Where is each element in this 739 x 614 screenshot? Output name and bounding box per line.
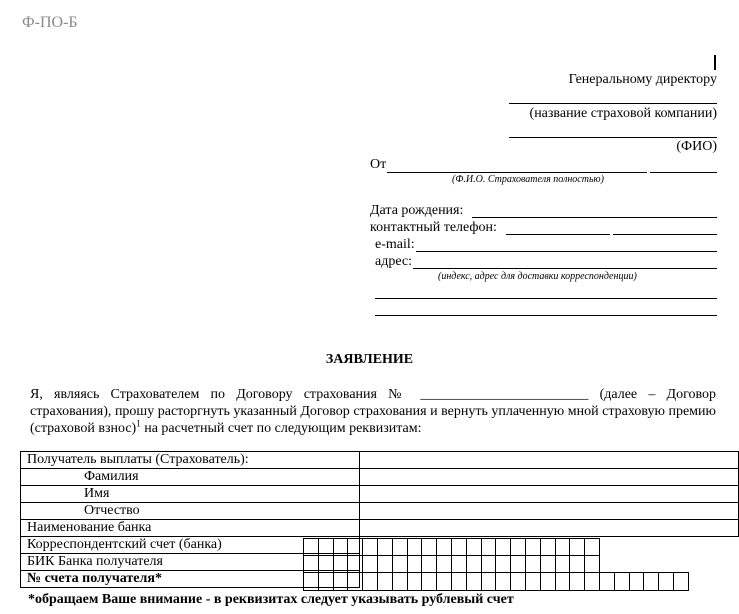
row-label-account: № счета получателя*	[21, 571, 360, 588]
digit-cell[interactable]	[334, 573, 349, 590]
table-row	[21, 452, 739, 469]
phone-line-2[interactable]	[613, 234, 717, 235]
digit-cell[interactable]	[393, 539, 408, 556]
digit-cell[interactable]	[556, 556, 571, 573]
digit-cell[interactable]	[482, 539, 497, 556]
digit-cell[interactable]	[482, 556, 497, 573]
digit-cell[interactable]	[319, 573, 334, 590]
digit-cell[interactable]	[363, 556, 378, 573]
row-label-recipient: Получатель выплаты (Страхователь):	[21, 452, 360, 469]
birth-line[interactable]	[472, 217, 717, 218]
form-code: Ф-ПО-Б	[22, 14, 78, 31]
digit-cell[interactable]	[437, 573, 452, 590]
digit-cell[interactable]	[422, 556, 437, 573]
digit-cell[interactable]	[437, 556, 452, 573]
address-label: адрес:	[375, 254, 413, 269]
digit-cell[interactable]	[348, 539, 363, 556]
addressee-label: Генеральному директору	[568, 72, 717, 87]
digit-cell[interactable]	[304, 573, 319, 590]
digit-cell[interactable]	[526, 556, 541, 573]
digit-cell[interactable]	[570, 573, 585, 590]
row-value-patronymic[interactable]	[359, 503, 738, 520]
digit-cell[interactable]	[496, 573, 511, 590]
birth-label: Дата рождения:	[370, 203, 464, 218]
row-label-corr-account: Корреспондентский счет (банка)	[21, 537, 360, 554]
digit-cell[interactable]	[452, 573, 467, 590]
digit-cell[interactable]	[348, 556, 363, 573]
digit-cell[interactable]	[585, 556, 600, 573]
digit-cell[interactable]	[363, 573, 378, 590]
digit-cell[interactable]	[348, 573, 363, 590]
account-cells[interactable]	[303, 572, 689, 591]
digit-cell[interactable]	[467, 539, 482, 556]
row-label-name: Имя	[21, 486, 360, 503]
body-part1: Я, являясь Страхователем по Договору страхования № ________________________ (далее – Договор страхования), прошу расторгнуть указанный Договор страхования и вернуть уплаченную мной страховую премию (страховой взнос)	[30, 387, 716, 436]
document-title: ЗАЯВЛЕНИЕ	[325, 352, 414, 367]
phone-line[interactable]	[506, 234, 610, 235]
body-part2: на расчетный счет по следующим реквизитам:	[140, 421, 422, 436]
digit-cell[interactable]	[452, 556, 467, 573]
company-line	[509, 103, 717, 104]
digit-cell[interactable]	[422, 539, 437, 556]
digit-cell[interactable]	[541, 539, 556, 556]
from-hint: (Ф.И.О. Страхователя полностью)	[452, 174, 604, 185]
digit-cell[interactable]	[556, 539, 571, 556]
digit-cell[interactable]	[585, 539, 600, 556]
digit-cell[interactable]	[467, 556, 482, 573]
digit-cell[interactable]	[674, 573, 689, 590]
digit-cell[interactable]	[393, 556, 408, 573]
digit-cell[interactable]	[319, 556, 334, 573]
text-cursor	[714, 55, 716, 70]
digit-cell[interactable]	[541, 556, 556, 573]
rouble-account-note: *обращаем Ваше внимание - в реквизитах следует указывать рублевый счет	[28, 592, 514, 607]
digit-cell[interactable]	[437, 539, 452, 556]
digit-cell[interactable]	[378, 539, 393, 556]
table-row	[21, 520, 739, 537]
digit-cell[interactable]	[659, 573, 674, 590]
digit-cell[interactable]	[422, 573, 437, 590]
row-value-bank[interactable]	[359, 520, 738, 537]
digit-cell[interactable]	[408, 573, 423, 590]
address-line-3[interactable]	[375, 315, 717, 316]
digit-cell[interactable]	[482, 573, 497, 590]
from-line[interactable]	[387, 172, 647, 173]
digit-cell[interactable]	[570, 539, 585, 556]
address-line[interactable]	[413, 268, 717, 269]
phone-label: контактный телефон:	[370, 220, 497, 235]
digit-cell[interactable]	[467, 573, 482, 590]
corr-account-cells[interactable]	[303, 538, 600, 556]
row-label-bik: БИК Банка получателя	[21, 554, 360, 571]
digit-cell[interactable]	[452, 539, 467, 556]
bik-cells[interactable]	[303, 555, 600, 573]
row-value-surname[interactable]	[359, 469, 738, 486]
digit-cell[interactable]	[526, 573, 541, 590]
digit-cell[interactable]	[644, 573, 659, 590]
digit-cell[interactable]	[378, 573, 393, 590]
digit-cell[interactable]	[570, 556, 585, 573]
row-label-bank: Наименование банка	[21, 520, 360, 537]
digit-cell[interactable]	[541, 573, 556, 590]
digit-cell[interactable]	[334, 556, 349, 573]
digit-cell[interactable]	[408, 556, 423, 573]
digit-cell[interactable]	[334, 539, 349, 556]
row-value-name[interactable]	[359, 486, 738, 503]
digit-cell[interactable]	[511, 573, 526, 590]
email-line[interactable]	[416, 251, 717, 252]
digit-cell[interactable]	[393, 573, 408, 590]
digit-cell[interactable]	[556, 573, 571, 590]
address-line-2[interactable]	[375, 298, 717, 299]
digit-cell[interactable]	[304, 539, 319, 556]
digit-cell[interactable]	[511, 556, 526, 573]
digit-cell[interactable]	[496, 556, 511, 573]
from-line-2[interactable]	[650, 172, 717, 173]
fio-hint: (ФИО)	[676, 139, 717, 154]
email-label: e-mail:	[375, 237, 415, 252]
digit-cell[interactable]	[408, 539, 423, 556]
table-row	[21, 469, 739, 486]
digit-cell[interactable]	[585, 573, 600, 590]
row-label-patronymic: Отчество	[21, 503, 360, 520]
footnote-mark: 1	[136, 418, 141, 429]
address-hint: (индекс, адрес для доставки корреспонденции)	[438, 271, 637, 282]
from-label: От	[370, 157, 387, 172]
digit-cell[interactable]	[304, 556, 319, 573]
digit-cell[interactable]	[363, 539, 378, 556]
digit-cell[interactable]	[511, 539, 526, 556]
fio-line	[509, 137, 717, 138]
digit-cell[interactable]	[630, 573, 645, 590]
row-label-surname: Фамилия	[21, 469, 360, 486]
table-row	[21, 503, 739, 520]
body-paragraph	[30, 386, 716, 437]
table-row	[21, 486, 739, 503]
digit-cell[interactable]	[526, 539, 541, 556]
digit-cell[interactable]	[378, 556, 393, 573]
digit-cell[interactable]	[496, 539, 511, 556]
company-hint: (название страховой компании)	[529, 106, 717, 121]
digit-cell[interactable]	[615, 573, 630, 590]
digit-cell[interactable]	[600, 573, 615, 590]
row-value-recipient[interactable]	[359, 452, 738, 469]
digit-cell[interactable]	[319, 539, 334, 556]
